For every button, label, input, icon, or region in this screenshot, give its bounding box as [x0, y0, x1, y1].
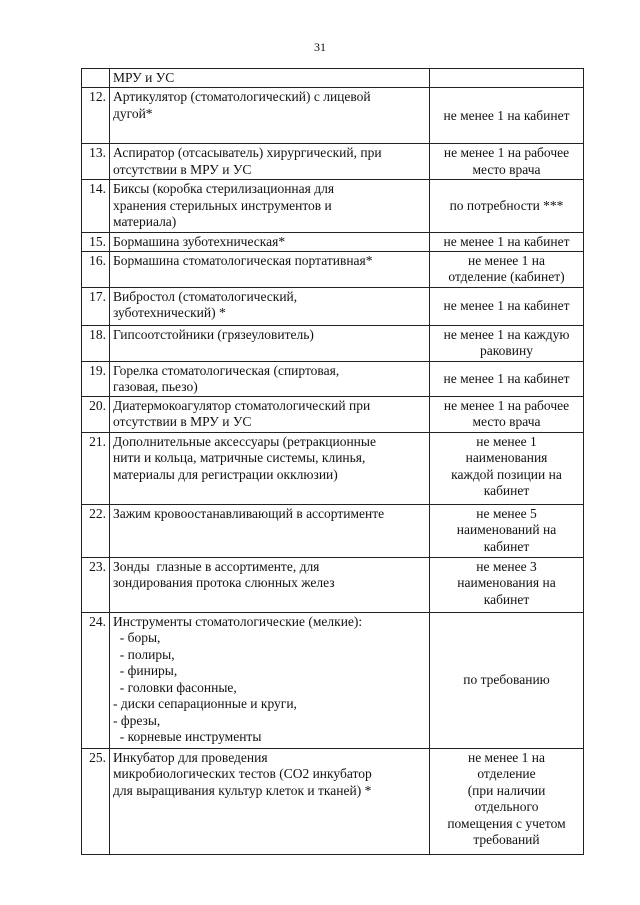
name-line: дугой*: [113, 105, 153, 121]
name-line: - диски сепарационные и круги,: [113, 696, 297, 711]
table-row: [82, 361, 584, 396]
equipment-name: [110, 504, 430, 557]
row-number: 18.: [82, 325, 110, 361]
quantity-line: кабинет: [483, 538, 530, 554]
name-line: Бормашина зуботехническая*: [113, 234, 286, 249]
name-line: для выращивания культур клеток и тканей) *: [113, 782, 372, 798]
name-line: Диатермокоагулятор стоматологический при: [113, 397, 371, 413]
row-number: 21.: [82, 432, 110, 504]
required-quantity: [430, 88, 584, 144]
required-quantity: [430, 69, 584, 88]
required-quantity: [430, 612, 584, 748]
name-line: - полиры,: [113, 646, 175, 662]
quantity-line: не менее 3: [476, 558, 537, 574]
required-quantity: [430, 396, 584, 432]
name-line: Бормашина стоматологическая портативная*: [113, 252, 373, 268]
quantity-line: не менее 1: [476, 433, 537, 449]
quantity-line: место врача: [472, 161, 541, 177]
quantity-line: отделение: [477, 766, 536, 781]
name-line: зуботехнический) *: [113, 305, 226, 320]
name-line: - фрезы,: [113, 712, 161, 728]
table-row: [82, 325, 584, 361]
quantity-line: не менее 1 на каждую: [443, 326, 570, 342]
name-line: газовая, пьезо): [113, 379, 198, 394]
row-number: 19.: [82, 361, 110, 396]
name-line: Вибростол (стоматологический,: [113, 288, 298, 304]
table-row: [82, 88, 584, 144]
name-line: нити и кольца, матричные системы, клинья,: [113, 450, 366, 465]
quantity-line: отделение (кабинет): [448, 269, 565, 284]
quantity-line: не менее 1 на кабинет: [443, 370, 570, 386]
quantity-line: раковину: [480, 343, 533, 358]
name-line: материала): [113, 214, 177, 229]
equipment-table: [81, 68, 584, 855]
name-line: Горелка стоматологическая (спиртовая,: [113, 362, 340, 378]
quantity-line: не менее 5: [476, 505, 537, 521]
quantity-line: наименования: [465, 450, 548, 465]
name-line: Зонды глазные в ассортименте, для: [113, 558, 320, 574]
required-quantity: [430, 180, 584, 233]
name-line: - корневые инструменты: [113, 729, 262, 744]
required-quantity: [430, 432, 584, 504]
equipment-name: [110, 396, 430, 432]
quantity-line: наименования на: [457, 575, 556, 590]
table-row: [82, 557, 584, 612]
equipment-name: [110, 361, 430, 396]
equipment-name: [110, 88, 430, 144]
row-number: 22.: [82, 504, 110, 557]
row-number: 13.: [82, 144, 110, 180]
required-quantity: [430, 233, 584, 252]
required-quantity: [430, 557, 584, 612]
quantity-line: не менее 1 на рабочее: [443, 397, 570, 413]
row-number: 25.: [82, 748, 110, 854]
name-line: Зажим кровоостанавливающий в ассортименте: [113, 505, 385, 521]
quantity-line: отдельного: [474, 799, 539, 814]
quantity-line: не менее 1 на: [467, 749, 546, 765]
name-line: - боры,: [113, 630, 161, 645]
table-row: [82, 748, 584, 854]
quantity-line: место врача: [472, 414, 541, 429]
name-line: материалы для регистрации окклюзии): [113, 466, 338, 482]
name-line: микробиологических тестов (СО2 инкубатор: [113, 766, 372, 781]
quantity-line: каждой позиции на: [451, 466, 562, 482]
equipment-name: [110, 144, 430, 180]
row-number: 16.: [82, 251, 110, 287]
quantity-line: наименований на: [456, 522, 557, 537]
name-line: отсутствии в МРУ и УС: [113, 414, 252, 429]
quantity-line: (при наличии: [467, 782, 546, 798]
table-row: [82, 69, 584, 88]
table-row: [82, 396, 584, 432]
quantity-line: не менее 1 на рабочее: [443, 145, 570, 160]
name-line: - головки фасонные,: [113, 679, 237, 695]
name-line: МРУ и УС: [113, 70, 175, 85]
row-number: 14.: [82, 180, 110, 233]
row-number: 23.: [82, 557, 110, 612]
row-number: 12.: [82, 88, 110, 144]
required-quantity: [430, 361, 584, 396]
row-number: 20.: [82, 396, 110, 432]
name-line: отсутствии в МРУ и УС: [113, 161, 252, 177]
equipment-name: [110, 432, 430, 504]
name-line: Биксы (коробка стерилизационная для: [113, 181, 335, 196]
name-line: Инструменты стоматологические (мелкие):: [113, 613, 363, 629]
equipment-name: [110, 557, 430, 612]
quantity-line: кабинет: [483, 591, 530, 607]
quantity-line: по потребности ***: [449, 198, 564, 214]
table-row: [82, 287, 584, 325]
name-line: Артикулятор (стоматологический) с лицевой: [113, 89, 371, 104]
required-quantity: [430, 251, 584, 287]
name-line: Дополнительные аксессуары (ретракционные: [113, 433, 376, 449]
required-quantity: [430, 144, 584, 180]
equipment-name: [110, 180, 430, 233]
equipment-name: [110, 69, 430, 88]
table-row: [82, 504, 584, 557]
equipment-name: [110, 612, 430, 748]
table-row: [82, 144, 584, 180]
equipment-name: [110, 325, 430, 361]
name-line: - финиры,: [113, 663, 178, 678]
equipment-name: [110, 748, 430, 854]
quantity-line: не менее 1 на кабинет: [443, 107, 570, 123]
equipment-name: [110, 251, 430, 287]
quantity-line: не менее 1 на кабинет: [443, 234, 570, 249]
required-quantity: [430, 504, 584, 557]
table-row: [82, 612, 584, 748]
equipment-name: [110, 287, 430, 325]
row-number: 15.: [82, 233, 110, 252]
quantity-line: по требованию: [463, 672, 550, 688]
table-row: [82, 251, 584, 287]
required-quantity: [430, 748, 584, 854]
row-number: 17.: [82, 287, 110, 325]
name-line: Инкубатор для проведения: [113, 749, 268, 765]
name-line: Гипсоотстойники (грязеуловитель): [113, 326, 314, 342]
quantity-line: не менее 1 на кабинет: [443, 298, 570, 314]
required-quantity: [430, 287, 584, 325]
table-row: [82, 233, 584, 252]
name-line: зондирования протока слюнных желез: [113, 575, 335, 590]
row-number: 24.: [82, 612, 110, 748]
page-number: 31: [314, 40, 326, 54]
quantity-line: требований: [473, 832, 540, 847]
required-quantity: [430, 325, 584, 361]
name-line: хранения стерильных инструментов и: [113, 197, 332, 213]
quantity-line: кабинет: [483, 483, 530, 498]
table-row: [82, 432, 584, 504]
quantity-line: не менее 1 на: [467, 252, 546, 268]
quantity-line: помещения с учетом: [447, 815, 566, 831]
table-row: [82, 180, 584, 233]
equipment-name: [110, 233, 430, 252]
row-number: [82, 69, 110, 88]
name-line: Аспиратор (отсасыватель) хирургический, при: [113, 145, 382, 160]
